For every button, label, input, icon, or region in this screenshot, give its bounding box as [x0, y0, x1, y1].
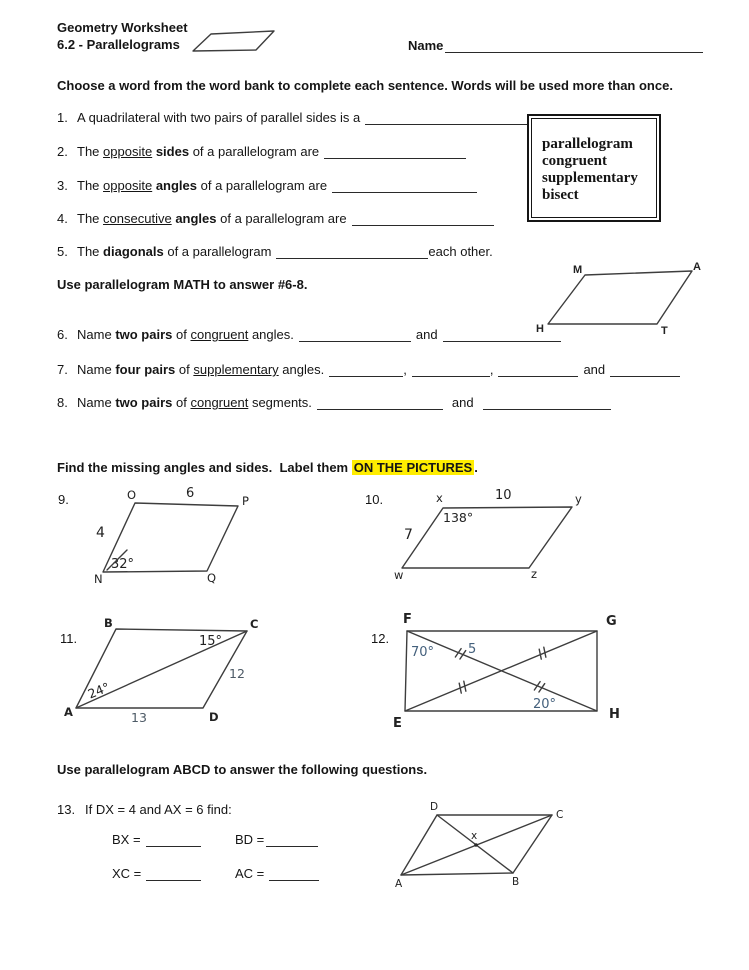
question-8-underlined-word: congruent	[190, 395, 249, 410]
fig9-vertex-p-label: P	[242, 494, 249, 508]
word-bank-inner	[531, 118, 657, 218]
fig12-angle-f-label: 70°	[411, 645, 435, 660]
fig12-vertex-h-label: H	[609, 707, 620, 722]
question-4-text2: of a parallelogram are	[220, 211, 347, 226]
question-7-text1: Name	[77, 362, 112, 377]
q13-bx-label: BX =	[112, 832, 141, 847]
question-6-text2: of	[176, 327, 187, 342]
question-1	[57, 110, 548, 125]
question-3-bold-word: angles	[155, 178, 197, 193]
question-6-text1: Name	[77, 327, 112, 342]
question-3-number: 3.	[57, 178, 68, 193]
question-13	[57, 802, 232, 817]
find-missing-suffix: .	[474, 460, 478, 475]
question-5-number: 5.	[57, 244, 68, 259]
question-13-ac-row	[235, 866, 324, 881]
question-13-xc-row	[112, 866, 206, 881]
question-4-underlined-word: consecutive	[103, 211, 172, 226]
question-6-underlined-word: congruent	[190, 327, 249, 342]
question-7-and: and	[583, 362, 606, 377]
q13-xc-blank	[146, 867, 201, 881]
worksheet-title-line1: Geometry Worksheet	[57, 20, 188, 35]
question-6-number: 6.	[57, 327, 68, 342]
math-parallelogram-outline	[548, 271, 692, 324]
question-7-text3: angles.	[282, 362, 325, 377]
question-8-bold-word: two pairs	[115, 395, 173, 410]
fig12-angle-h-label: 20°	[533, 697, 557, 712]
fig12-vertex-f-label: F	[403, 612, 412, 627]
figure-10-number: 10.	[365, 492, 384, 507]
question-7-comma-2: ,	[489, 362, 494, 377]
question-4-blank	[352, 212, 494, 226]
q13-ac-blank	[269, 867, 319, 881]
figure-12-number: 12.	[371, 631, 390, 646]
fig10-parallelogram-outline	[402, 507, 572, 568]
word-bank-word-supplementary: supplementary	[542, 170, 638, 186]
fig10-vertex-z-label: z	[531, 567, 538, 581]
fig13-vertex-b-label: B	[512, 876, 520, 888]
question-1-blank	[365, 111, 543, 125]
question-4-number: 4.	[57, 211, 68, 226]
fig10-angle-x-label: 138°	[443, 510, 474, 525]
q13-xc-label: XC =	[112, 866, 142, 881]
fig11-right-side-label: 12	[229, 666, 245, 681]
find-missing-instructions	[57, 460, 478, 475]
parallelogram-math-figure	[535, 258, 745, 343]
question-8-and: and	[451, 395, 474, 410]
find-missing-highlighted-text: ON THE PICTURES	[353, 460, 473, 475]
fig13-intersection-point	[474, 843, 478, 847]
question-7-bold-word: four pairs	[115, 362, 176, 377]
question-13-bd-row	[235, 832, 318, 847]
worksheet-title-line2: 6.2 - Parallelograms	[57, 37, 180, 52]
fig12-vertex-g-label: G	[606, 614, 617, 629]
fig9-vertex-o-label: O	[127, 488, 137, 502]
question-13-bx-row	[112, 832, 206, 847]
abcd-instructions: Use parallelogram ABCD to answer the following questions.	[57, 762, 428, 777]
fig13-center-x-label: x	[471, 830, 478, 842]
question-8-blank-1	[317, 396, 443, 410]
fig10-top-side-label: 10	[495, 488, 512, 503]
q13-bd-label: BD =	[235, 832, 265, 847]
question-13-number: 13.	[57, 802, 76, 817]
fig9-vertex-n-label: N	[94, 572, 103, 586]
question-6-blank-2	[443, 328, 561, 342]
fig13-vertex-a-label: A	[395, 878, 403, 890]
word-bank-instructions: Choose a word from the word bank to complete each sentence. Words will be used more than once.	[57, 78, 673, 93]
q13-ac-label: AC =	[235, 866, 265, 881]
fig9-angle-n-label: 32°	[111, 557, 135, 572]
question-4-bold-word: angles	[175, 211, 217, 226]
name-field-row	[408, 38, 703, 53]
q13-bx-blank	[146, 833, 201, 847]
question-6-blank-1	[299, 328, 411, 342]
question-5-blank	[276, 245, 428, 259]
figure-13-svg	[390, 795, 585, 895]
question-5-text3: each other.	[428, 244, 493, 259]
question-7-blank-2	[412, 363, 490, 377]
fig9-top-side-label: 6	[186, 486, 195, 501]
figure-9-svg	[85, 486, 260, 586]
fig11-vertex-c-label: C	[250, 617, 259, 631]
question-8-text2: of	[176, 395, 187, 410]
question-2-text2: of a parallelogram are	[192, 144, 320, 159]
question-1-text: A quadrilateral with two pairs of parallel sides is a	[77, 110, 361, 125]
q13-bd-blank	[266, 833, 318, 847]
question-5-bold-word: diagonals	[103, 244, 164, 259]
fig11-bottom-side-label: 13	[131, 710, 147, 725]
question-2-underlined-word: opposite	[103, 144, 153, 159]
question-3	[57, 178, 482, 193]
question-5-text1: The	[77, 244, 100, 259]
question-7-number: 7.	[57, 362, 68, 377]
fig13-vertex-d-label: D	[430, 801, 439, 813]
fig11-vertex-b-label: B	[104, 616, 113, 630]
question-7	[57, 362, 685, 377]
question-5-text2: of a parallelogram	[167, 244, 272, 259]
figure-9-number: 9.	[58, 492, 69, 507]
math-vertex-a-label: A	[693, 261, 701, 273]
word-bank-box	[527, 114, 661, 222]
question-5	[57, 244, 493, 259]
fig10-vertex-x-label: x	[436, 491, 443, 505]
question-13-text: If DX = 4 and AX = 6 find:	[85, 802, 232, 817]
fig10-left-side-label: 7	[404, 527, 413, 543]
question-7-blank-4	[610, 363, 680, 377]
question-2-number: 2.	[57, 144, 68, 159]
question-2-text1: The	[77, 144, 100, 159]
question-7-text2: of	[178, 362, 190, 377]
question-7-blank-1	[329, 363, 403, 377]
fig10-vertex-y-label: y	[575, 492, 582, 506]
math-vertex-h-label: H	[536, 323, 544, 335]
question-7-comma-1: ,	[403, 362, 407, 377]
question-3-blank	[332, 179, 477, 193]
question-7-blank-3	[498, 363, 578, 377]
word-bank-word-parallelogram: parallelogram	[542, 136, 633, 152]
question-8-text1: Name	[77, 395, 112, 410]
question-7-underlined-word: supplementary	[193, 362, 279, 377]
fig9-left-side-label: 4	[96, 525, 105, 541]
figure-11-number: 11.	[60, 631, 78, 646]
find-missing-prefix: Find the missing angles and sides. Label them	[57, 460, 352, 475]
math-instructions: Use parallelogram MATH to answer #6-8.	[57, 277, 308, 292]
name-label: Name	[408, 38, 444, 53]
question-6-bold-word: two pairs	[115, 327, 173, 342]
math-vertex-m-label: M	[573, 264, 583, 276]
figure-10-svg	[385, 486, 590, 581]
question-8-blank-2	[483, 396, 611, 410]
fig11-vertex-a-label: A	[64, 705, 73, 719]
question-6-text3: angles.	[251, 327, 294, 342]
parallelogram-icon	[190, 25, 282, 57]
fig9-vertex-q-label: Q	[207, 571, 217, 585]
figure-11-svg	[62, 612, 292, 727]
question-1-number: 1.	[57, 110, 68, 125]
question-3-text2: of a parallelogram are	[200, 178, 328, 193]
question-8-text3: segments.	[251, 395, 312, 410]
fig13-vertex-c-label: C	[556, 809, 564, 821]
question-6-and: and	[415, 327, 438, 342]
question-4	[57, 211, 499, 226]
fig11-angle-a-label: 24°	[85, 679, 112, 702]
figure-12-svg	[373, 608, 635, 733]
fig10-vertex-w-label: w	[394, 568, 404, 582]
question-8-number: 8.	[57, 395, 68, 410]
question-3-text1: The	[77, 178, 100, 193]
fig12-vertex-e-label: E	[393, 716, 402, 731]
question-6	[57, 327, 566, 342]
word-bank-word-congruent: congruent	[542, 153, 607, 169]
question-3-underlined-word: opposite	[103, 178, 153, 193]
question-4-text1: The	[77, 211, 100, 226]
fig12-segment-label: 5	[468, 642, 477, 657]
name-blank-line	[445, 39, 703, 53]
question-2-bold-word: sides	[155, 144, 190, 159]
math-vertex-t-label: T	[661, 325, 668, 337]
question-2	[57, 144, 471, 159]
question-2-blank	[324, 145, 466, 159]
word-bank-word-bisect: bisect	[542, 187, 579, 203]
fig11-vertex-d-label: D	[209, 710, 219, 724]
question-8	[57, 395, 616, 410]
fig11-angle-c-label: 15°	[199, 634, 223, 649]
